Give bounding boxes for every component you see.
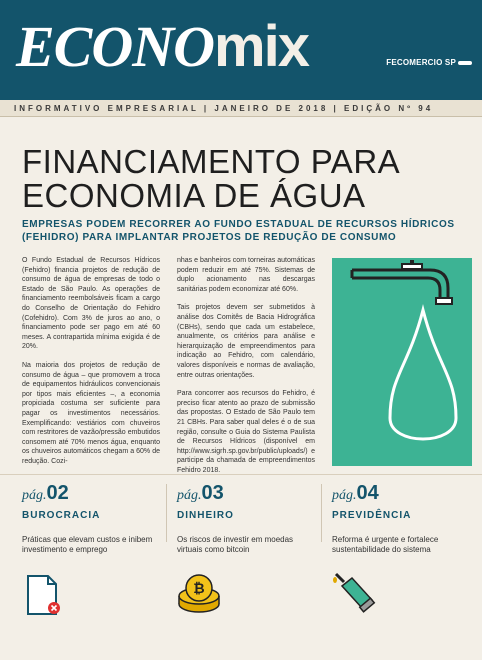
section-divider: [321, 484, 322, 542]
masthead: [0, 0, 482, 100]
article-subtitle: EMPRESAS PODEM RECORRER AO FUNDO ESTADUAL DE RECURSOS HÍDRICOS (FEHIDRO) PARA IMPLANTAR PROJETOS DE REDUÇÃO DE CONSUMO: [22, 219, 455, 243]
logo-main: ECONO: [16, 14, 215, 79]
water-drop-icon: [390, 310, 456, 439]
issue-info-bar: INFORMATIVO EMPRESARIAL | JANEIRO DE 2018 | EDIÇÃO Nº 94: [0, 100, 482, 117]
paragraph: Tais projetos devem ser submetidos à análise dos Comitês de Bacia Hidrográfica (CBHs), sendo que cada um estabelece, anualmente, os critérios para análise e hierarquização de empreendimentos para indicação ao Fehidro, com calendário, valores disponíveis e normas de avaliação, entre outras orientações.: [177, 304, 315, 379]
section-title: BUROCRACIA: [22, 510, 101, 521]
publisher-name: FECOMERCIO SP: [386, 58, 456, 67]
section-divider: [166, 484, 167, 542]
section-burocracia[interactable]: [22, 482, 162, 555]
title-line-1: FINANCIAMENTO PARA: [22, 143, 401, 180]
faucet-icon: [332, 258, 472, 466]
faucet-illustration: [332, 258, 472, 466]
logo-accent: mix: [214, 14, 308, 79]
paragraph: Para concorrer aos recursos do Fehidro, é preciso ficar atento ao prazo de submissão das propostas. O Estado de São Paulo tem 21 CBHs. Para saber qual deles é o de sua região, consulte o Guia do Sistema Paulista de Recursos Hídricos (disponível em http://www.sigrh.sp.gov.br/public/uploads/) e participe da chamada de empreendimentos Fehidro 2018.: [177, 390, 315, 474]
section-description: Reforma é urgente e fortalece sustentabilidade do sistema: [332, 535, 439, 554]
section-description: Os riscos de investir em moedas virtuais como bitcoin: [177, 535, 294, 554]
section-title: DINHEIRO: [177, 510, 234, 521]
glue-tube-icon: [332, 570, 380, 618]
page-number: pág.02: [22, 482, 69, 504]
svg-text:₿: ₿: [193, 580, 205, 596]
section-title: PREVIDÊNCIA: [332, 510, 412, 521]
section-dinheiro[interactable]: [177, 482, 317, 555]
section-previdencia[interactable]: [332, 482, 472, 555]
bitcoin-coins-icon: [176, 572, 222, 618]
document-error-icon: [26, 574, 64, 618]
article-title: [22, 145, 462, 213]
article-column-1: [22, 256, 160, 475]
title-line-2: ECONOMIA DE ÁGUA: [22, 177, 366, 214]
paragraph: O Fundo Estadual de Recursos Hídricos (Fehidro) financia projetos de redução de consumo de água de empresas de todo o Estado de São Paulo. As operações de financiamento reembolsáveis ficam a cargo do Conselho de Orientação do Fehidro (Cofehidro). Com 3% de juros ao ano, o financiamento pode ser pago em até 60 meses. A contrapartida mínima exigida é de 20%.: [22, 257, 160, 351]
publisher-logo: [386, 58, 472, 67]
paragraph: nhas e banheiros com torneiras automáticas podem reduzir em até 75%. Sistemas de duplo acionamento nas descargas sanitárias podem economizar até 60%.: [177, 257, 315, 293]
paragraph: Na maioria dos projetos de redução de consumo de água – que promovem a troca de equipamentos hidráulicos convencionais por tipos mais eficientes –, a economia propiciada costuma ser suficiente para pagar os investimentos necessários. Exemplificando: vestiários com chuveiros com restritores de vazão/pressão embutidos consomem até 70% menos água, enquanto os chuveiros automáticos chegam a 60% de redução. Cozi-: [22, 361, 160, 465]
logo: [16, 14, 308, 80]
article-column-2: [177, 256, 315, 484]
section-description: Práticas que elevam custos e inibem investimento e emprego: [22, 535, 153, 554]
page-number: pág.04: [332, 482, 379, 504]
divider: [0, 474, 482, 475]
publisher-mark-icon: [458, 61, 472, 65]
page-number: pág.03: [177, 482, 224, 504]
